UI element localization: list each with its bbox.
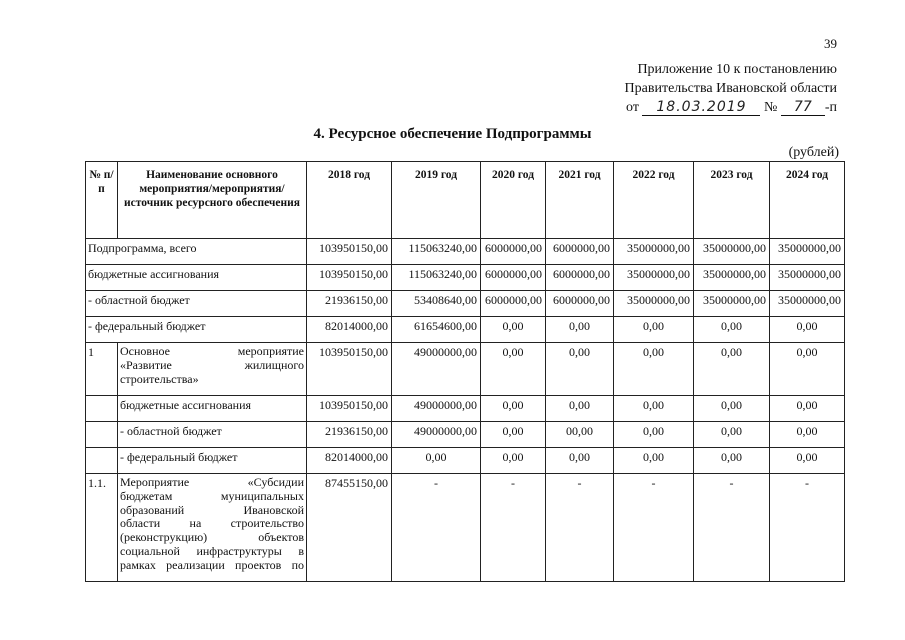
- table-cell: 21936150,00: [307, 291, 392, 317]
- table-cell: -: [694, 474, 770, 582]
- table-cell: 0,00: [614, 343, 694, 396]
- name-line: Основное мероприятие: [120, 344, 304, 358]
- table-cell: -: [481, 474, 546, 582]
- table-cell: 0,00: [614, 317, 694, 343]
- table-cell: 0,00: [392, 448, 481, 474]
- table-cell: 0,00: [481, 448, 546, 474]
- table-cell: -: [770, 474, 845, 582]
- table-cell: 35000000,00: [770, 291, 845, 317]
- table-cell: 0,00: [770, 343, 845, 396]
- table-cell: 0,00: [694, 343, 770, 396]
- table-cell: 0,00: [614, 448, 694, 474]
- name-line: образований Ивановской: [120, 502, 304, 517]
- name-line: рамках реализации проектов по: [120, 557, 304, 572]
- name-line: «Развитие жилищного: [120, 357, 304, 372]
- table-cell: -: [546, 474, 614, 582]
- table-cell: 0,00: [481, 422, 546, 448]
- table-row: [86, 422, 845, 448]
- table-cell: 0,00: [770, 396, 845, 422]
- table-cell: 0,00: [770, 317, 845, 343]
- row-label: бюджетные ассигнования: [118, 396, 307, 422]
- table-row: [86, 448, 845, 474]
- appendix-date-line: [625, 98, 837, 117]
- handwritten-number: 77: [781, 99, 825, 116]
- table-cell: 0,00: [694, 422, 770, 448]
- table-cell: 6000000,00: [546, 265, 614, 291]
- table-cell: 115063240,00: [392, 265, 481, 291]
- table-cell: 0,00: [481, 343, 546, 396]
- name-line: строительства»: [120, 371, 199, 386]
- table-cell: 35000000,00: [694, 291, 770, 317]
- table-cell: -: [392, 474, 481, 582]
- table-cell: 0,00: [481, 396, 546, 422]
- header-year: 2019 год: [392, 162, 481, 239]
- table-cell: 0,00: [546, 448, 614, 474]
- table-cell: 35000000,00: [770, 239, 845, 265]
- table-row: [86, 343, 845, 396]
- table-cell: 6000000,00: [481, 265, 546, 291]
- table-header-row: [86, 162, 845, 239]
- appendix-reference: [625, 60, 837, 117]
- handwritten-date: 18.03.2019: [642, 99, 760, 116]
- table-cell: 0,00: [546, 317, 614, 343]
- header-year: 2024 год: [770, 162, 845, 239]
- section-title: 4. Ресурсное обеспечение Подпрограммы: [313, 126, 592, 142]
- name-line: области на строительство: [120, 516, 304, 531]
- row-label: - федеральный бюджет: [86, 317, 307, 343]
- table-cell: 0,00: [694, 448, 770, 474]
- table-cell: 82014000,00: [307, 448, 392, 474]
- table-cell: 53408640,00: [392, 291, 481, 317]
- table-cell: 21936150,00: [307, 422, 392, 448]
- table-cell: 103950150,00: [307, 343, 392, 396]
- table-cell: 0,00: [614, 422, 694, 448]
- name-line: (реконструкцию) объектов: [120, 530, 304, 545]
- table-row: [86, 291, 845, 317]
- table-cell: 103950150,00: [307, 239, 392, 265]
- table-cell: 49000000,00: [392, 343, 481, 396]
- row-label: [118, 474, 307, 582]
- table-cell: 0,00: [694, 396, 770, 422]
- table-cell: 0,00: [770, 448, 845, 474]
- row-label: [118, 343, 307, 396]
- table-cell: 0,00: [694, 317, 770, 343]
- resource-table: [85, 161, 845, 582]
- table-cell: 103950150,00: [307, 265, 392, 291]
- table-cell: 6000000,00: [546, 291, 614, 317]
- table-cell: 00,00: [546, 422, 614, 448]
- table-cell: 103950150,00: [307, 396, 392, 422]
- table-row: [86, 239, 845, 265]
- table-cell: 115063240,00: [392, 239, 481, 265]
- table-cell: 6000000,00: [481, 291, 546, 317]
- table-cell: 35000000,00: [614, 265, 694, 291]
- units-label: (рублей): [788, 145, 839, 160]
- from-label: от: [626, 100, 639, 115]
- table-cell: 49000000,00: [392, 422, 481, 448]
- page-number: 39: [824, 36, 837, 51]
- header-year: 2021 год: [546, 162, 614, 239]
- table-cell: 87455150,00: [307, 474, 392, 582]
- name-line: социальной инфраструктуры в: [120, 543, 304, 558]
- name-line: бюджетам муниципальных: [120, 488, 304, 503]
- table-cell: 0,00: [546, 343, 614, 396]
- row-number: [86, 396, 118, 422]
- row-number: 1: [86, 343, 118, 396]
- table-cell: 35000000,00: [614, 291, 694, 317]
- table-cell: 0,00: [770, 422, 845, 448]
- table-cell: 6000000,00: [546, 239, 614, 265]
- row-label: бюджетные ассигнования: [86, 265, 307, 291]
- header-num: № п/п: [86, 162, 118, 239]
- table-row: [86, 474, 845, 582]
- table-row: [86, 265, 845, 291]
- table-cell: 61654600,00: [392, 317, 481, 343]
- number-label: №: [763, 100, 778, 115]
- table-row: [86, 396, 845, 422]
- table-cell: 0,00: [614, 396, 694, 422]
- header-name: Наименование основного мероприятия/мероприятия/ источник ресурсного обеспечения: [118, 162, 307, 239]
- row-label: Подпрограмма, всего: [86, 239, 307, 265]
- header-year: 2023 год: [694, 162, 770, 239]
- row-label: - федеральный бюджет: [118, 448, 307, 474]
- appendix-line-2: Правительства Ивановской области: [624, 81, 837, 96]
- row-label: - областной бюджет: [86, 291, 307, 317]
- table-cell: 35000000,00: [770, 265, 845, 291]
- table-cell: 35000000,00: [694, 239, 770, 265]
- number-suffix: -п: [824, 100, 837, 115]
- header-year: 2020 год: [481, 162, 546, 239]
- row-number: [86, 448, 118, 474]
- table-cell: -: [614, 474, 694, 582]
- table-cell: 6000000,00: [481, 239, 546, 265]
- table-cell: 35000000,00: [694, 265, 770, 291]
- table-row: [86, 317, 845, 343]
- header-year: 2022 год: [614, 162, 694, 239]
- name-line: Мероприятие «Субсидии: [120, 475, 304, 489]
- table-cell: 0,00: [481, 317, 546, 343]
- header-year: 2018 год: [307, 162, 392, 239]
- table-cell: 0,00: [546, 396, 614, 422]
- row-number: 1.1.: [86, 474, 118, 582]
- table-cell: 49000000,00: [392, 396, 481, 422]
- row-number: [86, 422, 118, 448]
- row-label: - областной бюджет: [118, 422, 307, 448]
- table-cell: 35000000,00: [614, 239, 694, 265]
- appendix-line-1: Приложение 10 к постановлению: [637, 62, 837, 77]
- table-cell: 82014000,00: [307, 317, 392, 343]
